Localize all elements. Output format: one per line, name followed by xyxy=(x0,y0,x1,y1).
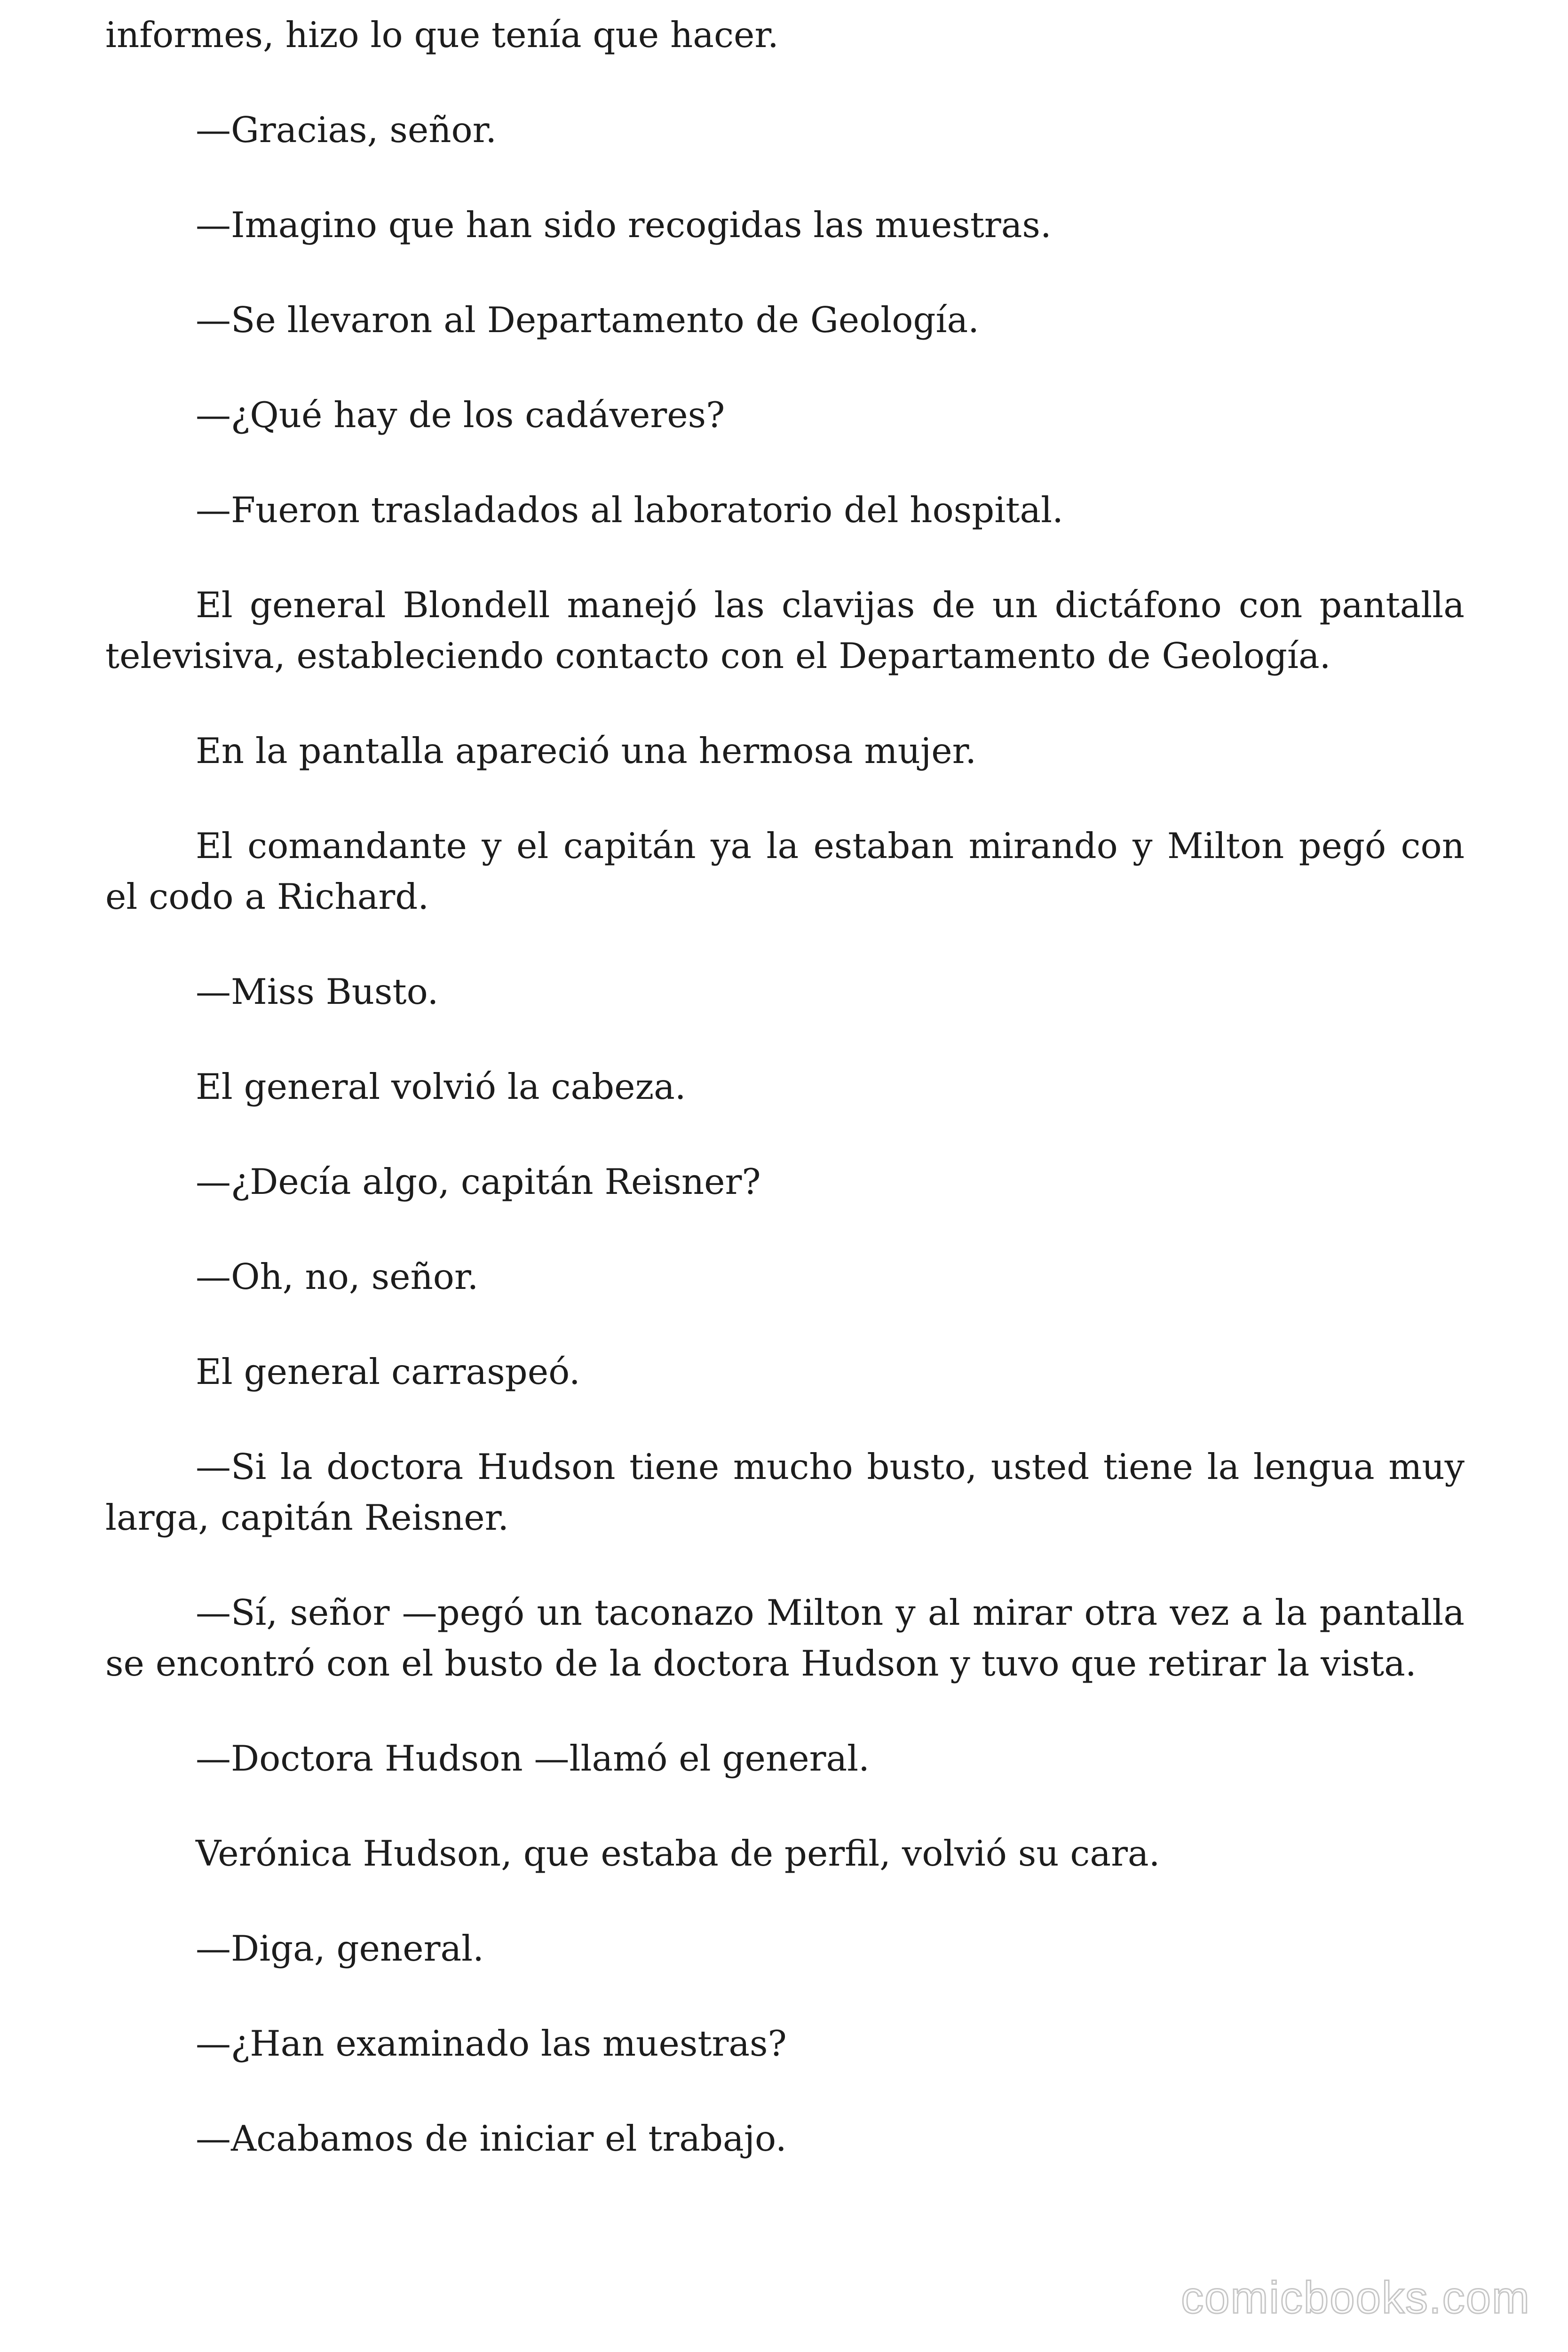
paragraph: informes, hizo lo que tenía que hacer. xyxy=(105,14,779,56)
paragraph: —Se llevaron al Departamento de Geología. xyxy=(196,299,980,341)
paragraph: —Fueron trasladados al laboratorio del hospital. xyxy=(196,489,1063,531)
paragraph: —¿Decía algo, capitán Reisner? xyxy=(196,1161,761,1202)
paragraph: El general volvió la cabeza. xyxy=(196,1066,686,1107)
paragraph: —Imagino que han sido recogidas las muestras. xyxy=(196,204,1052,246)
paragraph: —Si la doctora Hudson tiene mucho busto, usted tiene la lengua muy larga, capitán Reisner. xyxy=(105,1446,1465,1538)
watermark: comicbooks.com xyxy=(1181,2273,1530,2323)
paragraph: —¿Han examinado las muestras? xyxy=(196,2023,787,2064)
paragraph: —Sí, señor —pegó un taconazo Milton y al mirar otra vez a la pantalla se encontró con el busto de la doctora Hudson y tuvo que retirar la vista. xyxy=(105,1592,1465,1684)
paragraph: Verónica Hudson, que estaba de perfil, volvió su cara. xyxy=(196,1833,1160,1874)
paragraph: —Acabamos de iniciar el trabajo. xyxy=(196,2118,787,2159)
paragraph: El comandante y el capitán ya la estaban mirando y Milton pegó con el codo a Richard. xyxy=(105,825,1465,917)
paragraph: —Miss Busto. xyxy=(196,971,439,1012)
paragraph: —¿Qué hay de los cadáveres? xyxy=(196,394,725,436)
paragraph: El general Blondell manejó las clavijas de un dictáfono con pantalla televisiva, estableciendo contacto con el Departamento de Geología. xyxy=(105,584,1465,676)
paragraph: El general carraspeó. xyxy=(196,1351,580,1392)
paragraph: —Doctora Hudson —llamó el general. xyxy=(196,1738,870,1779)
paragraph: —Diga, general. xyxy=(196,1928,484,1969)
paragraph: —Gracias, señor. xyxy=(196,109,497,151)
paragraph: —Oh, no, señor. xyxy=(196,1256,479,1297)
document-page xyxy=(105,9,1465,2208)
paragraph: En la pantalla apareció una hermosa mujer. xyxy=(196,730,977,771)
